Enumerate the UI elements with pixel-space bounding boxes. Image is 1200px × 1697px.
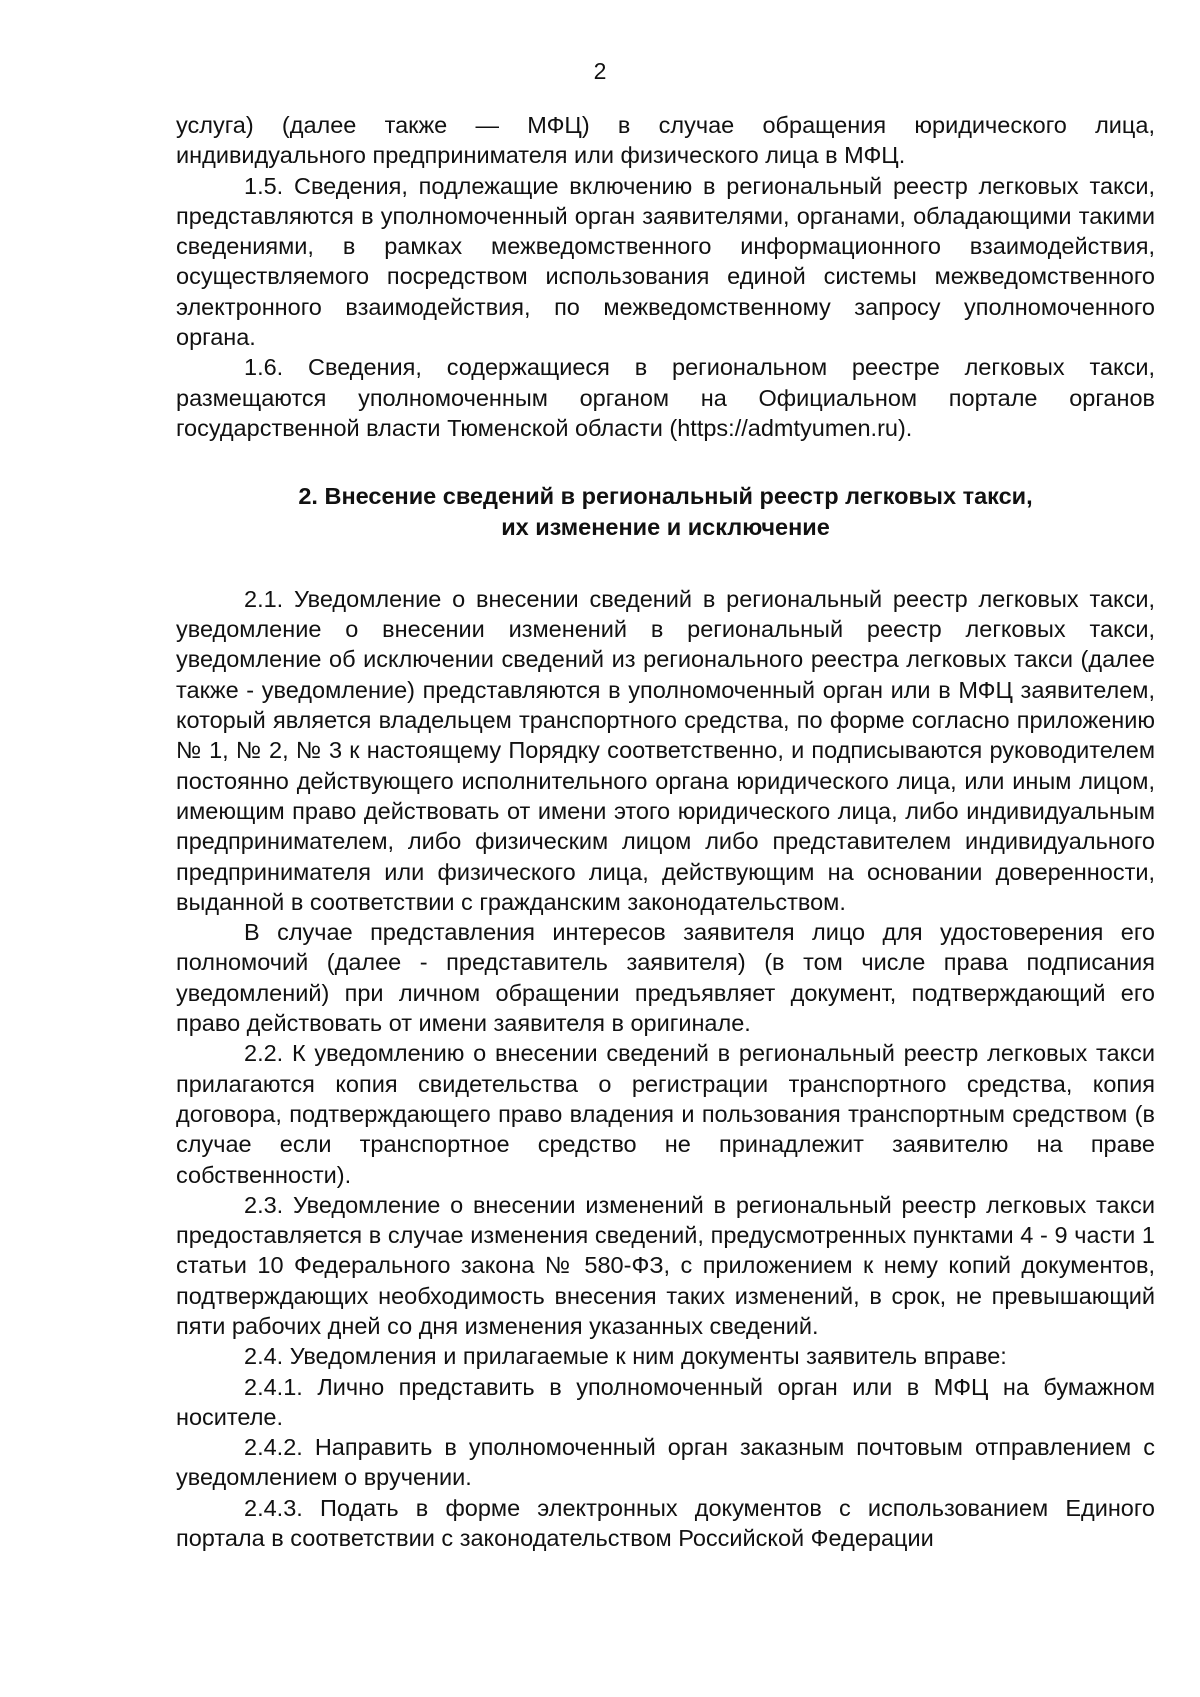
paragraph-2-4-1: 2.4.1. Лично представить в уполномоченный орган или в МФЦ на бумажном носителе. xyxy=(176,1373,1155,1430)
section-heading xyxy=(176,481,1155,542)
document-body xyxy=(176,110,1155,1553)
paragraph-1-5: 1.5. Сведения, подлежащие включению в региональный реестр легковых такси, представляются в уполномоченный орган заявителями, органами, обладающими такими сведениями, в рамках межведомственного информационного взаимодействия, осуществляемого посредством использования единой системы межведомственного электронного взаимодействия, по межведомственному запросу уполномоченного органа. xyxy=(176,172,1155,351)
paragraph-2-1: 2.1. Уведомление о внесении сведений в региональный реестр легковых такси, уведомление о внесении изменений в региональный реестр легковых такси, уведомление об исключении сведений из регионального реестра легковых такси (далее также - уведомление) представляются в уполномоченный орган или в МФЦ заявителем, который является владельцем транспортного средства, по форме согласно приложению № 1, № 2, № 3 к настоящему Порядку соответственно, и подписываются руководителем постоянно действующего исполнительного органа юридического лица, или иным лицом, имеющим право действовать от имени этого юридического лица, либо индивидуальным предпринимателем, либо физическим лицом либо представителем индивидуального предпринимателя или физического лица, действующим на основании доверенности, выданной в соответствии с гражданским законодательством. xyxy=(176,585,1155,915)
paragraph-2-4-3: 2.4.3. Подать в форме электронных документов с использованием Единого портала в соответствии с законодательством Российской Федерации xyxy=(176,1494,1155,1552)
paragraph-2-3: 2.3. Уведомление о внесении изменений в региональный реестр легковых такси предоставляется в случае изменения сведений, предусмотренных пунктами 4 - 9 части 1 статьи 10 Федерального закона № 580-ФЗ, с приложением к нему копий документов, подтверждающих необходимость внесения таких изменений, в срок, не превышающий пяти рабочих дней со дня изменения указанных сведений. xyxy=(176,1191,1155,1339)
paragraph-continuation: услуга) (далее также — МФЦ) в случае обращения юридического лица, индивидуального предпринимателя или физического лица в МФЦ. xyxy=(176,112,1155,169)
paragraph-2-4: 2.4. Уведомления и прилагаемые к ним документы заявитель вправе: xyxy=(244,1343,1007,1370)
paragraph-2-4-2: 2.4.2. Направить в уполномоченный орган заказным почтовым отправлением с уведомлением о вручении. xyxy=(176,1434,1155,1491)
paragraph-1-6: 1.6. Сведения, содержащиеся в региональном реестре легковых такси, размещаются уполномоченным органом на Официальном портале органов государственной власти Тюменской области (https://admtyumen.ru). xyxy=(176,354,1155,441)
paragraph-2-2: 2.2. К уведомлению о внесении сведений в региональный реестр легковых такси прилагаются копия свидетельства о регистрации транспортного средства, копия договора, подтверждающего право владения и пользования транспортным средством (в случае если транспортное средство не принадлежит заявителю на праве собственности). xyxy=(176,1040,1155,1188)
page-number: 2 xyxy=(593,58,607,84)
section-heading-line-1: 2. Внесение сведений в региональный реестр легковых такси, xyxy=(298,483,1033,510)
paragraph-representative: В случае представления интересов заявителя лицо для удостоверения его полномочий (далее - представитель заявителя) (в том числе права подписания уведомлений) при личном обращении предъявляет документ, подтверждающий его право действовать от имени заявителя в оригинале. xyxy=(176,919,1155,1037)
section-heading-line-2: их изменение и исключение xyxy=(501,513,830,540)
